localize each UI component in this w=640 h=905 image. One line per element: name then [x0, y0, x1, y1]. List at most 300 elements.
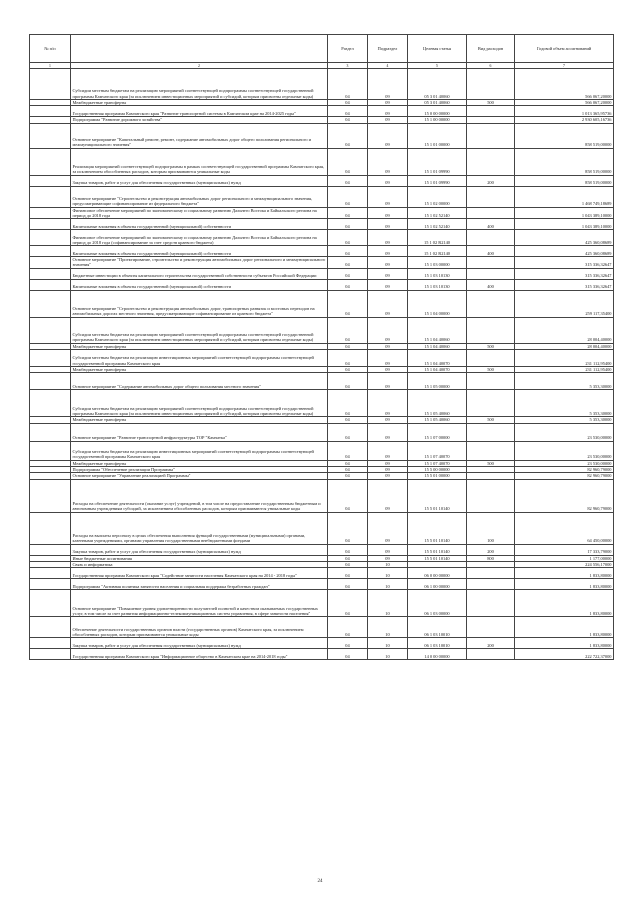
row-podrazdel-cell: 09 — [368, 479, 408, 512]
row-razdel-cell: 04 — [328, 106, 368, 117]
row-razdel-cell: 04 — [328, 460, 368, 466]
row-expense-type-cell — [467, 617, 515, 638]
table-row — [30, 649, 614, 660]
row-number-cell — [30, 106, 71, 117]
row-expense-type-cell — [467, 69, 515, 100]
row-podrazdel-cell: 09 — [368, 279, 408, 290]
index-cell: 3 — [328, 63, 368, 69]
row-amount-cell: 1 833,80000 — [515, 617, 614, 638]
header-expense-type: Вид расходов — [467, 35, 515, 63]
budget-sheet — [29, 34, 613, 660]
row-name-cell: Расходы на обеспечение деятельности (оказание услуг) учреждений, в том числе на предоставление государственным бюджетным и автономным учреждениям субсидий, за исключением обособленных расходов, которым присваиваются уникальные коды — [71, 479, 328, 512]
row-number-cell — [30, 257, 71, 269]
row-expense-type-cell: 500 — [467, 417, 515, 423]
row-number-cell — [30, 230, 71, 246]
table-row — [30, 544, 614, 555]
row-razdel-cell: 04 — [328, 367, 368, 373]
row-razdel-cell: 04 — [328, 100, 368, 106]
row-number-cell — [30, 69, 71, 100]
row-razdel-cell: 04 — [328, 590, 368, 617]
row-podrazdel-cell: 09 — [368, 123, 408, 148]
row-expense-type-cell: 500 — [467, 460, 515, 466]
row-razdel-cell: 04 — [328, 473, 368, 479]
row-podrazdel-cell: 09 — [368, 100, 408, 106]
table-row — [30, 207, 614, 219]
row-name-cell: Капитальные вложения в объекты государственной (муниципальной) собственности — [71, 219, 328, 230]
row-target-item-cell: 15 1 01 09990 — [408, 148, 467, 175]
row-target-item-cell: 05 3 01 40060 — [408, 100, 467, 106]
row-razdel-cell: 04 — [328, 638, 368, 649]
row-razdel-cell: 04 — [328, 544, 368, 555]
table-row — [30, 106, 614, 117]
row-number-cell — [30, 579, 71, 590]
row-number-cell — [30, 219, 71, 230]
header-num: № п/п — [30, 35, 71, 63]
row-name-cell: Основное мероприятие "Содержание автомобильных дорог общего пользования местного значения" — [71, 373, 328, 390]
row-razdel-cell: 04 — [328, 207, 368, 219]
table-row — [30, 579, 614, 590]
row-razdel-cell: 04 — [328, 649, 368, 660]
header-razdel: Раздел — [328, 35, 368, 63]
row-name-cell: Основное мероприятие "Проектирование, строительство и реконструкция автомобильных дорог регионального и межмуниципального значения" — [71, 257, 328, 269]
row-expense-type-cell — [467, 186, 515, 207]
row-podrazdel-cell: 09 — [368, 175, 408, 186]
row-podrazdel-cell: 09 — [368, 466, 408, 472]
row-number-cell — [30, 590, 71, 617]
row-amount-cell: 858 519,00000 — [515, 175, 614, 186]
row-razdel-cell: 04 — [328, 579, 368, 590]
row-target-item-cell: 15 1 03 10130 — [408, 279, 467, 290]
row-target-item-cell: 15 1 02 R2140 — [408, 230, 467, 246]
row-number-cell — [30, 317, 71, 343]
table-row — [30, 123, 614, 148]
row-amount-cell: 1 833,80000 — [515, 568, 614, 579]
row-podrazdel-cell: 10 — [368, 617, 408, 638]
row-podrazdel-cell: 09 — [368, 186, 408, 207]
row-number-cell — [30, 290, 71, 317]
row-target-item-cell: 15 1 02 52140 — [408, 207, 467, 219]
table-row — [30, 479, 614, 512]
row-number-cell — [30, 373, 71, 390]
row-podrazdel-cell: 09 — [368, 343, 408, 349]
row-expense-type-cell — [467, 590, 515, 617]
row-amount-cell: 1 833,80000 — [515, 590, 614, 617]
row-podrazdel-cell: 09 — [368, 257, 408, 269]
row-amount-cell: 28 004,40000 — [515, 317, 614, 343]
row-number-cell — [30, 186, 71, 207]
table-row — [30, 441, 614, 460]
row-expense-type-cell — [467, 579, 515, 590]
row-razdel-cell: 04 — [328, 343, 368, 349]
row-razdel-cell: 04 — [328, 246, 368, 257]
index-cell: 6 — [467, 63, 515, 69]
row-target-item-cell: 15 1 02 R2140 — [408, 246, 467, 257]
row-expense-type-cell — [467, 123, 515, 148]
row-expense-type-cell: 500 — [467, 100, 515, 106]
row-name-cell: Связь и информатика — [71, 561, 328, 567]
row-name-cell: Капитальные вложения в объекты государственной (муниципальной) собственности — [71, 279, 328, 290]
row-amount-cell: 425 360,08689 — [515, 230, 614, 246]
row-razdel-cell: 04 — [328, 417, 368, 423]
row-amount-cell: 224 556,17000 — [515, 561, 614, 567]
row-podrazdel-cell: 09 — [368, 219, 408, 230]
row-name-cell: Межбюджетные трансферты — [71, 100, 328, 106]
row-expense-type-cell — [467, 568, 515, 579]
row-target-item-cell: 15 1 03 00000 — [408, 257, 467, 269]
row-podrazdel-cell: 09 — [368, 350, 408, 367]
row-name-cell: Государственная программа Камчатского края "Содействие занятости населения Камчатского края на 2014 - 2018 годы" — [71, 568, 328, 579]
row-number-cell — [30, 175, 71, 186]
table-row — [30, 512, 614, 544]
row-expense-type-cell — [467, 230, 515, 246]
row-razdel-cell: 04 — [328, 441, 368, 460]
row-razdel-cell: 04 — [328, 617, 368, 638]
row-amount-cell: 17 333,79000 — [515, 544, 614, 555]
table-row — [30, 390, 614, 417]
row-podrazdel-cell: 09 — [368, 417, 408, 423]
row-target-item-cell: 15 1 04 40060 — [408, 317, 467, 343]
row-number-cell — [30, 123, 71, 148]
row-podrazdel-cell: 09 — [368, 460, 408, 466]
row-amount-cell: 64 450,00000 — [515, 512, 614, 544]
row-amount-cell: 566 067,20000 — [515, 100, 614, 106]
row-number-cell — [30, 441, 71, 460]
row-podrazdel-cell: 10 — [368, 561, 408, 567]
row-expense-type-cell — [467, 479, 515, 512]
row-expense-type-cell: 200 — [467, 638, 515, 649]
budget-table — [29, 34, 614, 660]
row-name-cell: Финансовое обеспечение мероприятий по экономическому и социальному развитию Дальнего Востока и Байкальского региона на период до 2018 года (софинансирование за счет средств краевого бюджета) — [71, 230, 328, 246]
row-expense-type-cell — [467, 441, 515, 460]
row-target-item-cell: 15 5 00 00000 — [408, 466, 467, 472]
row-target-item-cell: 15 1 02 52140 — [408, 219, 467, 230]
table-row — [30, 279, 614, 290]
row-name-cell: Субсидии местным бюджетам на реализацию мероприятий соответствующей подпрограммы соответствующей государственной программы Камчатского края (за исключением инвестиционных мероприятий и субсидий, которым присвоены отдельные коды) — [71, 390, 328, 417]
row-podrazdel-cell: 10 — [368, 590, 408, 617]
row-number-cell — [30, 279, 71, 290]
row-amount-cell: 315 336,32647 — [515, 268, 614, 279]
table-row — [30, 290, 614, 317]
row-number-cell — [30, 568, 71, 579]
row-expense-type-cell: 800 — [467, 555, 515, 561]
row-name-cell: Основное мероприятие "Развитие транспортной инфраструктуры ТОР "Камчатка" — [71, 423, 328, 441]
table-row — [30, 373, 614, 390]
row-amount-cell: 425 360,08689 — [515, 246, 614, 257]
row-amount-cell: 231 112,95400 — [515, 367, 614, 373]
row-number-cell — [30, 423, 71, 441]
row-expense-type-cell — [467, 649, 515, 660]
row-target-item-cell: 15 5 01 10140 — [408, 555, 467, 561]
index-cell: 7 — [515, 63, 614, 69]
row-expense-type-cell: 400 — [467, 279, 515, 290]
row-target-item-cell: 15 1 01 00000 — [408, 123, 467, 148]
row-razdel-cell: 04 — [328, 148, 368, 175]
table-row — [30, 246, 614, 257]
row-expense-type-cell — [467, 390, 515, 417]
index-cell: 4 — [368, 63, 408, 69]
row-target-item-cell: 15 1 01 09990 — [408, 175, 467, 186]
row-target-item-cell: 15 5 01 10140 — [408, 512, 467, 544]
row-podrazdel-cell: 09 — [368, 423, 408, 441]
row-razdel-cell: 04 — [328, 175, 368, 186]
row-name-cell: Основное мероприятие "Повышение уровня удовлетворенности получателей полнотой и качеством оказываемых государственных услуг, в том числе за счет развития информационно-телекоммуникационных систем управления, в сфере занятости населения" — [71, 590, 328, 617]
row-expense-type-cell: 500 — [467, 343, 515, 349]
row-target-item-cell: 15 1 07 40070 — [408, 441, 467, 460]
row-number-cell — [30, 148, 71, 175]
row-amount-cell: 858 519,00000 — [515, 148, 614, 175]
row-name-cell: Субсидии местным бюджетам на реализацию инвестиционных мероприятий соответствующей подпрограммы соответствующей государственной программы Камчатского края — [71, 441, 328, 460]
row-amount-cell: 28 004,40000 — [515, 343, 614, 349]
row-podrazdel-cell: 10 — [368, 649, 408, 660]
row-number-cell — [30, 544, 71, 555]
table-row — [30, 69, 614, 100]
row-podrazdel-cell: 09 — [368, 317, 408, 343]
row-amount-cell: 566 067,20000 — [515, 69, 614, 100]
row-amount-cell: 1 833,80000 — [515, 579, 614, 590]
row-podrazdel-cell: 09 — [368, 473, 408, 479]
row-name-cell: Капитальные вложения в объекты государственной (муниципальной) собственности — [71, 246, 328, 257]
row-amount-cell: 5 353,30000 — [515, 390, 614, 417]
row-podrazdel-cell: 09 — [368, 290, 408, 317]
row-razdel-cell: 04 — [328, 479, 368, 512]
page-number: 24 — [317, 879, 323, 884]
row-name-cell: Субсидии местным бюджетам на реализацию мероприятий соответствующей подпрограммы соответствующей государственной программы Камчатского края (за исключением инвестиционных мероприятий и субсидий, которым присвоены отдельные коды) — [71, 69, 328, 100]
row-razdel-cell: 04 — [328, 317, 368, 343]
row-amount-cell: 82 960,79000 — [515, 479, 614, 512]
row-name-cell: Закупка товаров, работ и услуг для обеспечения государственных (муниципальных) нужд — [71, 544, 328, 555]
row-amount-cell: 315 336,32647 — [515, 257, 614, 269]
row-name-cell: Иные бюджетные ассигнования — [71, 555, 328, 561]
row-target-item-cell: 14 0 00 00000 — [408, 649, 467, 660]
table-row — [30, 638, 614, 649]
row-target-item-cell: 15 1 04 40070 — [408, 350, 467, 367]
row-number-cell — [30, 638, 71, 649]
row-name-cell: Межбюджетные трансферты — [71, 417, 328, 423]
row-podrazdel-cell: 09 — [368, 390, 408, 417]
row-expense-type-cell: 500 — [467, 367, 515, 373]
row-target-item-cell: 15 1 07 40070 — [408, 460, 467, 466]
table-row — [30, 268, 614, 279]
row-target-item-cell: 06 1 03 00000 — [408, 590, 467, 617]
row-razdel-cell: 04 — [328, 350, 368, 367]
row-expense-type-cell: 400 — [467, 246, 515, 257]
row-razdel-cell: 04 — [328, 69, 368, 100]
row-number-cell — [30, 207, 71, 219]
row-name-cell: Основное мероприятие "Управление реализацией Программы" — [71, 473, 328, 479]
row-number-cell — [30, 350, 71, 367]
row-name-cell: Основное мероприятие "Капитальный ремонт, ремонт, содержание автомобильных дорог общего пользования регионального и межмуниципального значения" — [71, 123, 328, 148]
row-amount-cell: 858 519,00000 — [515, 123, 614, 148]
row-amount-cell: 23 530,00000 — [515, 460, 614, 466]
row-expense-type-cell — [467, 423, 515, 441]
row-name-cell: Основное мероприятие "Строительство и реконструкция автомобильных дорог, транспортных развязок и мостовых переходов на автомобильных дорогах местного значения, предусматривающие софинансирование из краевого бюджета" — [71, 290, 328, 317]
row-podrazdel-cell: 09 — [368, 441, 408, 460]
index-cell: 1 — [30, 63, 71, 69]
row-amount-cell: 259 117,35400 — [515, 290, 614, 317]
row-name-cell: Закупка товаров, работ и услуг для обеспечения государственных (муниципальных) нужд — [71, 175, 328, 186]
row-amount-cell: 82 960,79000 — [515, 473, 614, 479]
row-name-cell: Реализация мероприятий соответствующей подпрограммы в рамках соответствующей государственной программы Камчатского края, за исключением обособленных расходов, которым присваиваются уникальные коды — [71, 148, 328, 175]
row-target-item-cell: 15 1 04 40070 — [408, 367, 467, 373]
row-name-cell: Государственная программа Камчатского края "Развитие транспортной системы в Камчатском крае на 2014-2025 годы" — [71, 106, 328, 117]
index-cell: 5 — [408, 63, 467, 69]
row-expense-type-cell — [467, 148, 515, 175]
row-razdel-cell: 04 — [328, 268, 368, 279]
table-row — [30, 175, 614, 186]
row-podrazdel-cell: 09 — [368, 555, 408, 561]
row-target-item-cell: 15 1 05 00000 — [408, 373, 467, 390]
row-name-cell: Межбюджетные трансферты — [71, 343, 328, 349]
row-target-item-cell: 15 1 05 40060 — [408, 390, 467, 417]
row-podrazdel-cell: 09 — [368, 117, 408, 123]
row-expense-type-cell — [467, 268, 515, 279]
row-amount-cell: 5 353,30000 — [515, 373, 614, 390]
table-row — [30, 219, 614, 230]
row-razdel-cell: 04 — [328, 466, 368, 472]
row-amount-cell: 23 530,00000 — [515, 423, 614, 441]
row-podrazdel-cell: 10 — [368, 638, 408, 649]
table-row — [30, 186, 614, 207]
row-razdel-cell: 04 — [328, 568, 368, 579]
row-razdel-cell: 04 — [328, 390, 368, 417]
row-target-item-cell: 15 5 01 10140 — [408, 479, 467, 512]
header-name — [71, 35, 328, 63]
row-expense-type-cell — [467, 257, 515, 269]
header-target-item: Целевая статья — [408, 35, 467, 63]
row-name-cell: Расходы на выплаты персоналу в целях обеспечения выполнения функций государственными (муниципальными) органами, казенными учреждениями, органами управления государственными внебюджетными фондами — [71, 512, 328, 544]
row-podrazdel-cell: 09 — [368, 512, 408, 544]
row-podrazdel-cell: 09 — [368, 106, 408, 117]
row-amount-cell: 1 013 365,95736 — [515, 106, 614, 117]
table-row — [30, 350, 614, 367]
row-razdel-cell: 04 — [328, 512, 368, 544]
row-amount-cell: 23 530,00000 — [515, 441, 614, 460]
row-name-cell: Межбюджетные трансферты — [71, 367, 328, 373]
table-row — [30, 148, 614, 175]
row-number-cell — [30, 479, 71, 512]
row-podrazdel-cell: 09 — [368, 268, 408, 279]
row-expense-type-cell — [467, 207, 515, 219]
row-amount-cell: 1 468 749,18689 — [515, 186, 614, 207]
row-razdel-cell: 04 — [328, 561, 368, 567]
row-razdel-cell: 04 — [328, 123, 368, 148]
table-body — [30, 63, 614, 660]
row-target-item-cell: 05 3 01 40060 — [408, 69, 467, 100]
row-podrazdel-cell: 09 — [368, 246, 408, 257]
row-razdel-cell: 04 — [328, 279, 368, 290]
table-row — [30, 423, 614, 441]
row-razdel-cell: 04 — [328, 219, 368, 230]
row-razdel-cell: 04 — [328, 373, 368, 390]
row-amount-cell: 1 043 389,10000 — [515, 207, 614, 219]
row-name-cell: Основное мероприятие "Строительство и реконструкция автомобильных дорог регионального и межмуниципального значения, предусматривающие софинансирование из федерального бюджета" — [71, 186, 328, 207]
row-podrazdel-cell: 09 — [368, 230, 408, 246]
row-razdel-cell: 04 — [328, 186, 368, 207]
row-name-cell: Бюджетные инвестиции в объекты капитального строительства государственной собственности субъектов Российской Федерации — [71, 268, 328, 279]
row-name-cell: Субсидии местным бюджетам на реализацию инвестиционных мероприятий соответствующей подпрограммы соответствующей государственной программы Камчатского края — [71, 350, 328, 367]
index-cell: 2 — [71, 63, 328, 69]
row-name-cell: Государственная программа Камчатского края "Информационное общество в Камчатском крае на 2014-2018 годы" — [71, 649, 328, 660]
table-row — [30, 317, 614, 343]
row-target-item-cell: 15 1 02 00000 — [408, 186, 467, 207]
row-name-cell: Подпрограмма "Активная политика занятости населения и социальная поддержка безработных граждан" — [71, 579, 328, 590]
row-podrazdel-cell: 09 — [368, 207, 408, 219]
row-podrazdel-cell: 09 — [368, 373, 408, 390]
row-target-item-cell: 06 1 00 00000 — [408, 579, 467, 590]
row-expense-type-cell: 400 — [467, 219, 515, 230]
row-expense-type-cell: 200 — [467, 175, 515, 186]
row-podrazdel-cell: 10 — [368, 568, 408, 579]
row-razdel-cell: 04 — [328, 230, 368, 246]
row-podrazdel-cell: 09 — [368, 544, 408, 555]
row-number-cell — [30, 246, 71, 257]
row-expense-type-cell — [467, 317, 515, 343]
row-name-cell: Подпрограмма "Развитие дорожного хозяйства" — [71, 117, 328, 123]
row-expense-type-cell: 100 — [467, 512, 515, 544]
row-razdel-cell: 04 — [328, 257, 368, 269]
table-row — [30, 590, 614, 617]
row-target-item-cell: 06 0 00 00000 — [408, 568, 467, 579]
row-amount-cell: 5 353,30000 — [515, 417, 614, 423]
row-amount-cell: 222 722,37000 — [515, 649, 614, 660]
row-target-item-cell: 06 1 03 10010 — [408, 617, 467, 638]
table-row — [30, 257, 614, 269]
row-target-item-cell: 15 5 01 00000 — [408, 473, 467, 479]
row-expense-type-cell — [467, 373, 515, 390]
row-name-cell: Подпрограмма "Обеспечение реализации Программы" — [71, 466, 328, 472]
row-amount-cell: 1 043 389,10000 — [515, 219, 614, 230]
row-number-cell — [30, 512, 71, 544]
header-podrazdel: Подраздел — [368, 35, 408, 63]
row-target-item-cell: 15 1 05 40060 — [408, 417, 467, 423]
row-target-item-cell: 15 5 01 10140 — [408, 544, 467, 555]
row-number-cell — [30, 390, 71, 417]
row-razdel-cell: 04 — [328, 117, 368, 123]
row-number-cell — [30, 617, 71, 638]
row-podrazdel-cell: 09 — [368, 148, 408, 175]
table-row — [30, 568, 614, 579]
row-razdel-cell: 04 — [328, 290, 368, 317]
table-row — [30, 617, 614, 638]
row-target-item-cell: 15 1 03 10130 — [408, 268, 467, 279]
row-target-item-cell: 15 0 00 00000 — [408, 106, 467, 117]
row-target-item-cell: 15 1 04 40060 — [408, 343, 467, 349]
row-name-cell: Закупка товаров, работ и услуг для обеспечения государственных (муниципальных) нужд — [71, 638, 328, 649]
row-target-item-cell: 15 1 04 00000 — [408, 290, 467, 317]
row-amount-cell: 315 336,32647 — [515, 279, 614, 290]
row-podrazdel-cell: 09 — [368, 69, 408, 100]
row-expense-type-cell — [467, 290, 515, 317]
row-number-cell — [30, 268, 71, 279]
row-amount-cell: 1 833,80000 — [515, 638, 614, 649]
row-name-cell: Обеспечение деятельности государственных органов власти (государственных органов) Камчатского края, за исключением обособленных расходов, которым присваиваются уникальные коды — [71, 617, 328, 638]
row-amount-cell: 82 960,79000 — [515, 466, 614, 472]
row-expense-type-cell: 200 — [467, 544, 515, 555]
row-razdel-cell: 04 — [328, 555, 368, 561]
row-podrazdel-cell: 09 — [368, 367, 408, 373]
row-amount-cell: 231 112,95400 — [515, 350, 614, 367]
row-number-cell — [30, 649, 71, 660]
row-expense-type-cell — [467, 106, 515, 117]
row-amount-cell: 2 930 605,16736 — [515, 117, 614, 123]
table-header-row — [30, 35, 614, 63]
row-amount-cell: 1 177,00000 — [515, 555, 614, 561]
table-row — [30, 230, 614, 246]
row-razdel-cell: 04 — [328, 423, 368, 441]
header-annual-amount: Годовой объем ассигнований — [515, 35, 614, 63]
row-podrazdel-cell: 10 — [368, 579, 408, 590]
row-target-item-cell: 06 1 03 10010 — [408, 638, 467, 649]
